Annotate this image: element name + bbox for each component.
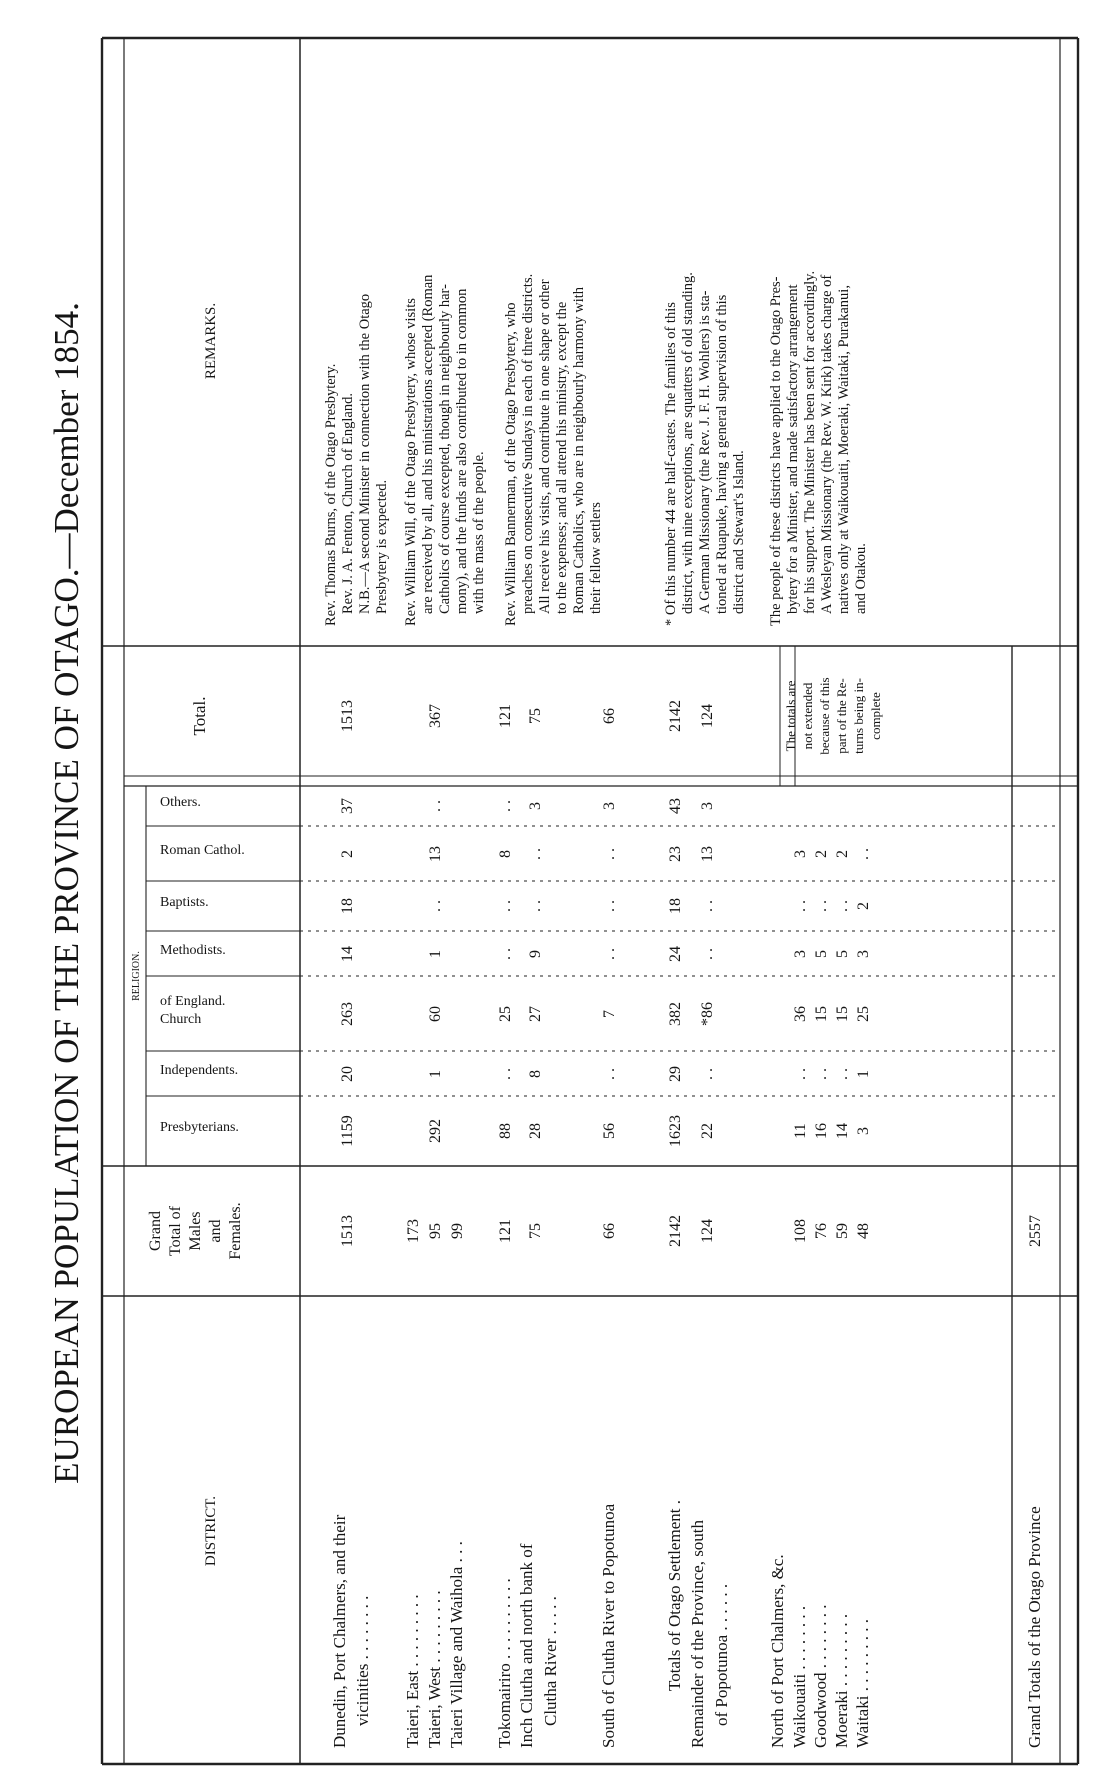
presbyterians-cell: 28 [527, 1123, 544, 1139]
methodists-cell: 24 [667, 946, 684, 962]
remark-paragraph [403, 274, 487, 626]
remark-line: * Of this number 44 are half-castes. The families of this [663, 302, 679, 626]
methodists-cell: 5 [813, 950, 830, 958]
methodists-cell: 3 [792, 950, 809, 958]
remark-line: for his support. The Minister has been sent for accordingly. [802, 270, 818, 614]
header-religion-col: Roman Cathol. [160, 843, 245, 858]
north-total-note [783, 677, 883, 754]
church-cell: 263 [339, 1002, 356, 1026]
baptists-cell: 18 [667, 898, 684, 914]
church-cell: 60 [427, 1006, 444, 1022]
grand_total-cell: 95 [427, 1223, 444, 1239]
page-title: EUROPEAN POPULATION OF THE PROVINCE OF OTAGO.—December 1854. [47, 302, 86, 1484]
header-grand-total-line: Females. [227, 1202, 244, 1260]
total-cell: 2142 [667, 700, 684, 732]
table-row [768, 1554, 787, 1748]
roman-cell: 8 [497, 850, 514, 858]
note-line: not extended [800, 682, 815, 750]
total-cell: 1513 [339, 700, 356, 732]
roman-cell: 2 [813, 850, 830, 858]
remark-line: A Wesleyan Missionary (the Rev. W. Kirk) takes charge of [819, 274, 835, 614]
baptists-cell: . . [792, 900, 809, 912]
presbyterians-cell: 3 [855, 1127, 872, 1135]
table-row [665, 700, 684, 1691]
baptists-cell: . . [427, 900, 444, 912]
district-cell: vicinities . . . . . . . . [353, 1595, 372, 1726]
presbyterians-cell: 22 [699, 1123, 716, 1139]
remark-line: bytery for a Minister, and made satisfactory arrangement [785, 284, 801, 614]
others-cell: . . [427, 800, 444, 812]
others-cell: 37 [339, 798, 356, 814]
roman-cell: 2 [339, 850, 356, 858]
presbyterians-cell: 16 [813, 1123, 830, 1139]
district-cell: Inch Clutha and north bank of [517, 1543, 536, 1748]
roman-cell: . . [601, 848, 618, 860]
baptists-cell: . . [527, 900, 544, 912]
table-row [517, 708, 560, 1748]
roman-cell: 13 [699, 846, 716, 862]
others-cell: 43 [667, 798, 684, 814]
district-cell: South of Clutha River to Popotunoa [599, 1503, 618, 1748]
independents-cell: . . [699, 1068, 716, 1080]
roman-cell: 13 [427, 846, 444, 862]
grand_total-cell: 121 [497, 1219, 514, 1243]
baptists-cell: 18 [339, 898, 356, 914]
independents-cell: 1 [427, 1070, 444, 1078]
remark-line: The people of these districts have applied to the Otago Pres- [768, 276, 784, 626]
header-religion: RELIGION. [131, 951, 142, 1001]
table-row [1025, 1215, 1044, 1748]
header-religion-col: Methodists. [160, 943, 226, 958]
independents-cell: . . [497, 1068, 514, 1080]
roman-cell: 2 [834, 850, 851, 858]
church-cell: 36 [792, 1006, 809, 1022]
table-row [811, 850, 830, 1748]
roman-cell: 3 [792, 850, 809, 858]
note-line: The totals are [783, 680, 798, 752]
header-church-of-england: Church [160, 1012, 202, 1027]
header-religion-col: Independents. [160, 1063, 239, 1078]
baptists-cell: . . [813, 900, 830, 912]
remark-line: are received by all, and his ministrations accepted (Roman [420, 274, 436, 614]
total-cell: 121 [497, 704, 514, 728]
district-cell: Grand Totals of the Otago Province [1025, 1506, 1044, 1748]
grand_total-cell: 66 [601, 1223, 618, 1239]
header-church-of-england: of England. [160, 994, 226, 1009]
roman-cell: 23 [667, 846, 684, 862]
independents-cell: . . [834, 1068, 851, 1080]
grand_total-cell: 2557 [1027, 1215, 1044, 1247]
grand_total-cell: 108 [792, 1219, 809, 1243]
grand_total-cell: 75 [527, 1223, 544, 1239]
header-grand-total-line: and [207, 1219, 224, 1243]
methodists-cell: 9 [527, 950, 544, 958]
district-cell: Taieri, West . . . . . . . . . [425, 1590, 444, 1748]
presbyterians-cell: 14 [834, 1123, 851, 1139]
district-cell: Waikouaiti . . . . . . . . [790, 1605, 809, 1748]
remark-line: district and Stewart's Island. [731, 450, 747, 614]
remark-line: Rev. William Will, of the Otago Presbytery, whose visits [403, 298, 419, 626]
grand_total-cell: 48 [855, 1223, 872, 1239]
others-cell: 3 [527, 802, 544, 810]
remark-line: and Otakou. [853, 543, 869, 614]
remark-paragraph [663, 272, 747, 626]
total-cell: 367 [427, 704, 444, 728]
independents-cell: . . [601, 1068, 618, 1080]
church-cell: 7 [601, 1010, 618, 1018]
remark-line: All receive his visits, and contribute in one shape or other [537, 279, 553, 614]
church-cell: *86 [699, 1002, 716, 1026]
remark-line: Roman Catholics, who are in neighbourly harmony with [571, 286, 587, 614]
table-row [790, 850, 809, 1748]
baptists-cell: 2 [855, 902, 872, 910]
header-grand-total-line: Grand [147, 1211, 164, 1251]
table-row [425, 704, 444, 1748]
church-cell: 27 [527, 1006, 544, 1022]
total-cell: 66 [601, 708, 618, 724]
independents-cell: . . [792, 1068, 809, 1080]
methodists-cell: . . [699, 948, 716, 960]
grand_total-cell: 99 [449, 1223, 466, 1239]
baptists-cell: . . [497, 900, 514, 912]
header-grand-total-line: Total of [167, 1206, 184, 1256]
remark-line: Rev. William Bannerman, of the Otago Presbytery, who [503, 302, 519, 626]
district-cell: Dunedin, Port Chalmers, and their [330, 1514, 349, 1748]
header-religion-col: Presbyterians. [160, 1120, 239, 1135]
district-cell: Goodwood . . . . . . . . [811, 1604, 830, 1748]
independents-cell: 8 [527, 1070, 544, 1078]
table-headers [131, 303, 245, 1566]
remark-line: their fellow settlers [588, 502, 604, 614]
church-cell: 25 [497, 1006, 514, 1022]
church-cell: 15 [813, 1006, 830, 1022]
district-cell: Moeraki . . . . . . . . . [832, 1613, 851, 1748]
presbyterians-cell: 11 [792, 1123, 809, 1139]
remark-line: to the expenses; and all attend his ministry, except the [554, 301, 570, 614]
total-cell: 124 [699, 704, 716, 728]
presbyterians-cell: 88 [497, 1123, 514, 1139]
district-cell: Waitaki . . . . . . . . . [853, 1619, 872, 1748]
header-district: DISTRICT. [203, 1495, 219, 1567]
methodists-cell: 3 [855, 950, 872, 958]
note-line: complete [868, 692, 883, 740]
methodists-cell: 14 [339, 946, 356, 962]
header-grand-total-line: Males [187, 1211, 204, 1251]
presbyterians-cell: 1159 [339, 1115, 356, 1147]
remark-line: Rev. J. A. Fenton, Church of England. [340, 393, 356, 614]
grand_total-cell: 124 [699, 1219, 716, 1243]
others-cell: 3 [601, 802, 618, 810]
table-row [688, 704, 731, 1748]
district-cell: Taieri, East . . . . . . . . . [403, 1594, 422, 1748]
remark-line: preaches on consecutive Sundays in each of three districts. [520, 273, 536, 614]
presbyterians-cell: 1623 [667, 1115, 684, 1147]
remark-line: Presbytery is expected. [374, 479, 390, 614]
district-cell: Clutha River . . . . . [541, 1596, 560, 1726]
header-total: Total. [190, 696, 209, 736]
remark-paragraph [768, 271, 869, 626]
grand_total-cell: 2142 [667, 1215, 684, 1247]
baptists-cell: . . [834, 900, 851, 912]
remark-line: Catholics of course excepted, though in neighbourly har- [437, 284, 453, 614]
remark-line: with the mass of the people. [471, 451, 487, 614]
others-cell: . . [497, 800, 514, 812]
methodists-cell: 1 [427, 950, 444, 958]
baptists-cell: . . [699, 900, 716, 912]
church-cell: 382 [667, 1002, 684, 1026]
church-cell: 15 [834, 1006, 851, 1022]
independents-cell: 29 [667, 1066, 684, 1082]
table-rules [102, 38, 1078, 1764]
district-cell: Tokomairiro . . . . . . . . . . [495, 1578, 514, 1748]
others-cell: 3 [699, 802, 716, 810]
remark-paragraph [323, 294, 390, 626]
remark-paragraph [503, 274, 604, 626]
grand_total-cell: 59 [834, 1223, 851, 1239]
table-row [447, 1223, 466, 1748]
methodists-cell: 5 [834, 950, 851, 958]
table-row [495, 704, 514, 1748]
table-row [403, 1219, 422, 1748]
total-cell: 75 [527, 708, 544, 724]
methodists-cell: . . [497, 948, 514, 960]
roman-cell: . . [527, 848, 544, 860]
district-cell: Totals of Otago Settlement . [665, 1500, 684, 1691]
district-cell: Taieri Village and Waihola . . . [447, 1541, 466, 1748]
header-religion-col: Baptists. [160, 895, 209, 910]
table-row [832, 850, 851, 1748]
note-line: turns being in- [851, 678, 866, 754]
church-cell: 25 [855, 1006, 872, 1022]
district-cell: of Popotunoa . . . . . . [712, 1583, 731, 1726]
remark-line: Rev. Thomas Burns, of the Otago Presbytery. [323, 363, 339, 626]
remark-line: natives only at Waikouaiti, Moeraki, Waitaki, Purakanui, [836, 285, 852, 614]
table-row [599, 708, 618, 1748]
note-line: part of the Re- [834, 678, 849, 754]
grand_total-cell: 76 [813, 1223, 830, 1239]
header-religion-col: Others. [160, 795, 201, 810]
table-row [853, 848, 872, 1748]
methodists-cell: . . [601, 948, 618, 960]
independents-cell: 20 [339, 1066, 356, 1082]
grand_total-cell: 173 [405, 1219, 422, 1243]
roman-cell: . . [855, 848, 872, 860]
baptists-cell: . . [601, 900, 618, 912]
note-line: because of this [817, 677, 832, 755]
header-remarks: REMARKS. [203, 302, 219, 380]
independents-cell: . . [813, 1068, 830, 1080]
grand_total-cell: 1513 [339, 1215, 356, 1247]
presbyterians-cell: 292 [427, 1119, 444, 1143]
independents-cell: 1 [855, 1070, 872, 1078]
district-cell: North of Port Chalmers, &c. [768, 1554, 787, 1748]
remark-line: N.B.—A second Minister in connection with the Otago [357, 293, 373, 614]
district-cell: Remainder of the Province, south [688, 1519, 707, 1748]
remarks-block [323, 271, 869, 626]
table-row [330, 700, 372, 1748]
remark-line: tioned at Ruapuke, having a general supervision of this [714, 294, 730, 614]
presbyterians-cell: 56 [601, 1123, 618, 1139]
remark-line: district, with nine exceptions, are squatters of old standing. [680, 272, 696, 614]
remark-line: mony), and the funds are also contributed to in common [454, 288, 470, 614]
table-body [330, 677, 1044, 1748]
remark-line: A German Missionary (the Rev. J. F. H. Wohlers) is sta- [697, 290, 713, 614]
